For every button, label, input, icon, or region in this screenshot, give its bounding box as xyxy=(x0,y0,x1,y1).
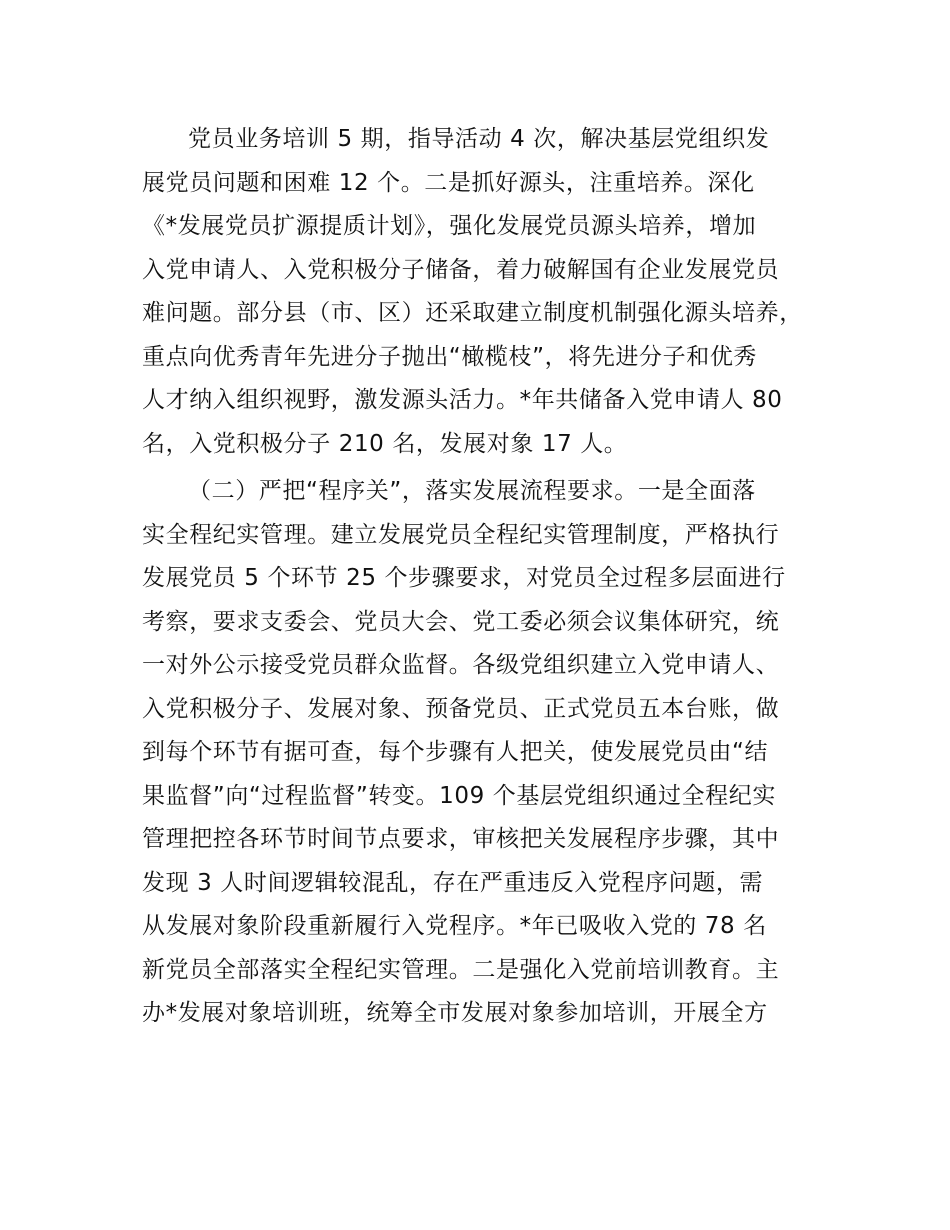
paragraph-line: 入党申请人、入党积极分子储备，着力破解国有企业发展党员 xyxy=(142,256,780,283)
paragraph-line: 难问题。部分县（市、区）还采取建立制度机制强化源头培养， xyxy=(142,300,803,326)
paragraph-line: （二）严把“程序关”，落实发展流程要求。一是全面落 xyxy=(188,478,756,504)
paragraph-line: 管理把控各环节时间节点要求，审核把关发展程序步骤，其中 xyxy=(142,826,780,852)
paragraph-1 xyxy=(142,118,842,466)
paragraph-line: 到每个环节有据可查，每个步骤有人把关，使发展党员由“结 xyxy=(142,739,769,765)
paragraph-line: 新党员全部落实全程纪实管理。二是强化入党前培训教育。主 xyxy=(142,956,780,983)
paragraph-line: 党员业务培训 5 期，指导活动 4 次，解决基层党组织发 xyxy=(188,126,770,152)
paragraph-line: 展党员问题和困难 12 个。二是抓好源头，注重培养。深化 xyxy=(142,169,755,196)
paragraph-line: 重点向优秀青年先进分子抛出“橄榄枝”，将先进分子和优秀 xyxy=(142,343,758,370)
paragraph-line: 发展党员 5 个环节 25 个步骤要求，对党员全过程多层面进行 xyxy=(142,565,786,591)
paragraph-line: 办*发展对象培训班，统筹全市发展对象参加培训，开展全方 xyxy=(142,1000,768,1026)
paragraph-line: 发现 3 人时间逻辑较混乱，存在严重违反入党程序问题，需 xyxy=(142,869,764,896)
paragraph-line: 人才纳入组织视野，激发源头活力。*年共储备入党申请人 80 xyxy=(142,387,783,413)
paragraph-line: 一对外公示接受党员群众监督。各级党组织建立入党申请人、 xyxy=(142,652,780,678)
paragraph-2 xyxy=(142,470,842,1036)
paragraph-line: 果监督”向“过程监督”转变。109 个基层党组织通过全程纪实 xyxy=(142,782,776,809)
paragraph-line: 名，入党积极分子 210 名，发展对象 17 人。 xyxy=(142,430,628,457)
paragraph-line: 《*发展党员扩源提质计划》，强化发展党员源头培养，增加 xyxy=(142,213,757,239)
paragraph-line: 入党积极分子、发展对象、预备党员、正式党员五本台账，做 xyxy=(142,695,780,722)
paragraph-line: 考察，要求支委会、党员大会、党工委必须会议集体研究，统 xyxy=(142,608,780,635)
paragraph-line: 从发展对象阶段重新履行入党程序。*年已吸收入党的 78 名 xyxy=(142,913,767,939)
paragraph-line: 实全程纪实管理。建立发展党员全程纪实管理制度，严格执行 xyxy=(142,521,780,548)
